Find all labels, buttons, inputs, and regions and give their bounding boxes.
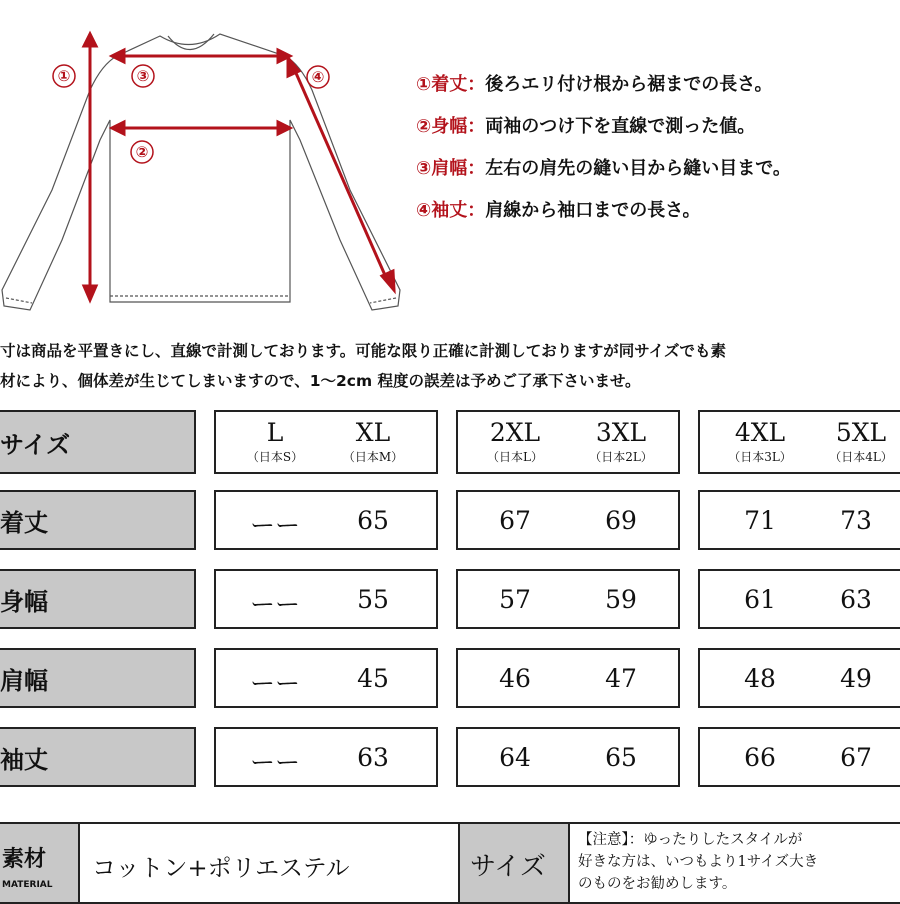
table-cell: 61	[744, 585, 776, 614]
row-header-sleeve	[0, 727, 196, 787]
table-cell: 57	[499, 585, 531, 614]
measurement-legend	[416, 62, 900, 230]
table-cell: 45	[357, 664, 389, 693]
table-cell: 65	[605, 743, 637, 772]
row-header-size	[0, 410, 196, 474]
notice-line-1: 寸は商品を平置きにし、直線で計測しております。可能な限り正確に計測しておりますが同サイズでも素	[0, 342, 727, 360]
size-note-box	[568, 822, 900, 904]
marker-1: ①	[57, 67, 71, 85]
marker-2: ②	[135, 143, 149, 161]
size-name: 4XL	[734, 418, 786, 447]
table-cell: 65	[357, 506, 389, 535]
size-jp: （日本S）	[246, 450, 304, 464]
size-jp: （日本4L）	[829, 450, 893, 464]
table-cell: 55	[357, 585, 389, 614]
table-cell: 48	[744, 664, 776, 693]
size-jp: （日本3L）	[728, 450, 792, 464]
legend-row	[416, 146, 900, 188]
legend-key: ②身幅：	[416, 116, 486, 137]
table-cell: 47	[605, 664, 637, 693]
material-value-box	[78, 822, 460, 904]
size-name: XL	[355, 418, 391, 447]
legend-key: ①着丈：	[416, 74, 486, 95]
size-note-label: サイズ	[470, 852, 546, 882]
legend-key: ③肩幅：	[416, 158, 486, 179]
size-name: L	[266, 418, 284, 447]
note-line-2: 好きな方は、いつもより1サイズ大き	[578, 854, 819, 870]
table-cell: ーー	[249, 669, 300, 698]
table-cell: ーー	[249, 748, 300, 777]
size-name: 3XL	[595, 418, 647, 447]
legend-text: 両袖のつけ下を直線で測った値。	[485, 116, 756, 137]
notice-line-2: 材により、個体差が生じてしまいますので、1～2cm 程度の誤差は予めご了承下さいませ。	[0, 372, 641, 390]
legend-row	[416, 62, 900, 104]
row-header-label: サイズ	[0, 430, 71, 459]
table-cell: 64	[499, 743, 531, 772]
legend-row	[416, 188, 900, 230]
marker-3: ③	[136, 67, 150, 85]
row-header-shoulder	[0, 648, 196, 708]
shirt-diagram	[0, 20, 410, 320]
size-jp: （日本M）	[342, 450, 404, 464]
material-value: コットン+ポリエステル	[92, 854, 350, 882]
size-jp: （日本2L）	[589, 450, 653, 464]
table-cell: 69	[605, 506, 637, 535]
table-cell: 71	[744, 506, 776, 535]
marker-4: ④	[311, 68, 325, 86]
note-line-1: 【注意】：ゆったりしたスタイルが	[578, 832, 803, 848]
note-line-3: のものをお勧めします。	[578, 876, 737, 892]
legend-text: 左右の肩先の縫い目から縫い目まで。	[485, 158, 791, 179]
table-cell: 59	[605, 585, 637, 614]
material-label-box	[0, 822, 80, 904]
row-label: 着丈	[0, 508, 48, 537]
legend-row	[416, 104, 900, 146]
material-label: 素材	[2, 847, 47, 872]
table-cell: 63	[840, 585, 872, 614]
size-name: 2XL	[489, 418, 541, 447]
table-cell: 67	[840, 743, 872, 772]
table-cell: ーー	[249, 590, 300, 619]
table-cell: 67	[499, 506, 531, 535]
size-note-label-box	[458, 822, 570, 904]
legend-text: 後ろエリ付け根から裾までの長さ。	[485, 74, 773, 95]
row-label: 肩幅	[0, 666, 48, 695]
size-name: 5XL	[835, 418, 887, 447]
row-header-length	[0, 490, 196, 550]
table-cell: 63	[357, 743, 389, 772]
table-cell: 73	[840, 506, 872, 535]
table-cell: 49	[840, 664, 872, 693]
table-cell: 66	[744, 743, 776, 772]
measurement-notice	[0, 336, 900, 396]
row-header-width	[0, 569, 196, 629]
size-jp: （日本L）	[487, 450, 543, 464]
legend-text: 肩線から袖口までの長さ。	[485, 200, 701, 221]
row-label: 袖丈	[0, 745, 48, 774]
table-cell: ーー	[249, 511, 300, 540]
material-sub-label: MATERIAL	[2, 880, 53, 890]
row-label: 身幅	[0, 587, 48, 616]
table-cell: 46	[499, 664, 531, 693]
legend-key: ④袖丈：	[416, 200, 486, 221]
